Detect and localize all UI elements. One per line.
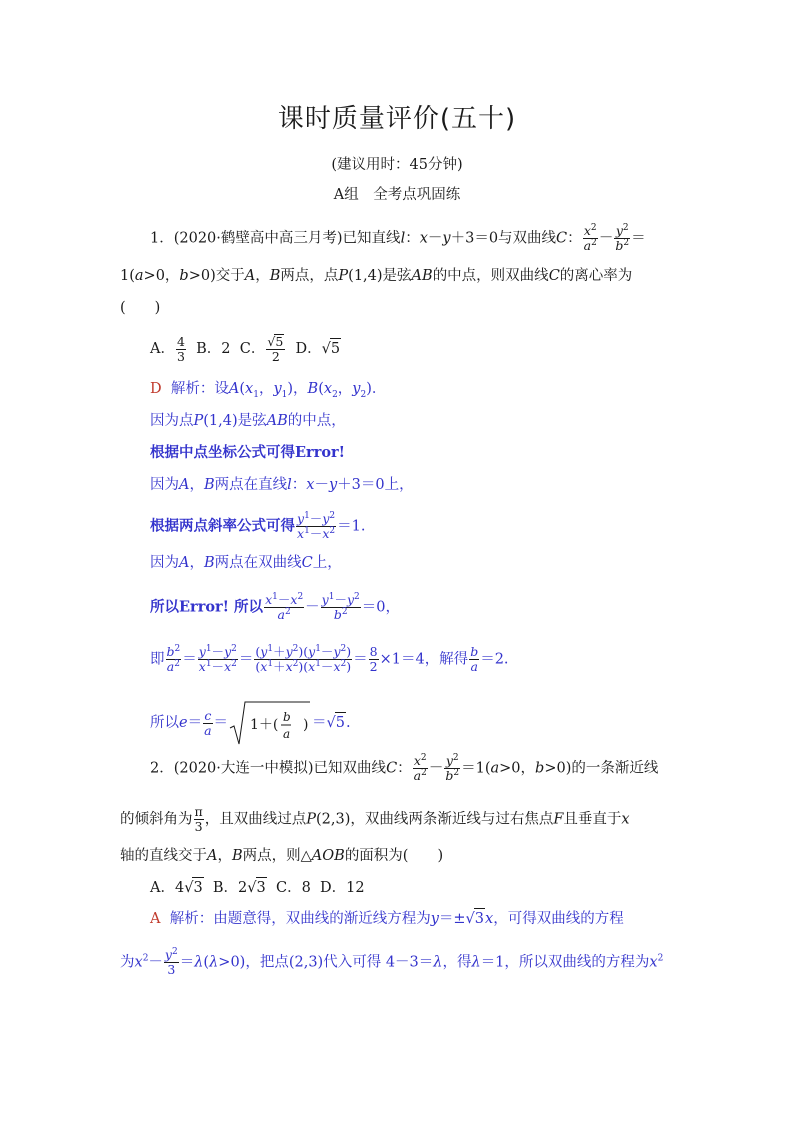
radical-expression: [228, 700, 312, 746]
q2-answer-letter: A: [150, 911, 161, 927]
q1-solution-line8: 即 $\frac{b^2}{a^2}$ ＝ $\frac{y^1-y^2}{x^1-x^2}$ ＝ $\frac{(y^1+y^2)(y^1-y^2)}{(x^1+x^2)(x^1-x^2)}$ ＝ $\frac{8}{2}$ ×1＝4，解得 $\frac{b}{a}$ ＝2.: [150, 643, 509, 674]
svg-text:1＋(: 1＋(: [250, 717, 279, 733]
page-title: 课时质量评价(五十): [277, 104, 517, 134]
q2-solution-line2: 为$x^2-$ $\frac{y^2}{3}$ ＝λ(λ>0)，把点(2,3)代入可得 4－3＝λ，得λ＝1，所以双曲线的方程为$x^2$: [120, 946, 664, 977]
suggested-time: (建议用时：45分钟): [331, 157, 463, 173]
q1-stem-line2: 1(a>0，b>0)交于A，B两点，点P(1,4)是弦AB的中点，则双曲线C的离心率为: [120, 268, 633, 284]
svg-text:a: a: [283, 727, 291, 741]
q1-options: A． $\frac{4}{3}$ B．2 C． $\frac{√5}{2}$ D．√5: [150, 333, 341, 364]
q1-solution-line2: 因为点P(1,4)是弦AB的中点，: [150, 413, 346, 429]
q2-solution-line1: A 解析：由题意得，双曲线的渐近线方程为y＝±√3x，可得双曲线的方程: [150, 908, 624, 929]
svg-text:b: b: [283, 710, 291, 724]
q2-options: A．4√3 B．2√3 C．8 D．12: [150, 877, 365, 898]
q2-stem-line1: 2．(2020·大连一中模拟)已知双曲线C： $\frac{x^2}{a^2}$ － $\frac{y^2}{b^2}$ ＝1(a>0，b>0)的一条渐近线: [150, 752, 659, 783]
q2-stem-line3: 轴的直线交于A，B两点，则△AOB的面积为( ): [120, 848, 444, 864]
q1-solution-line9: 所以e＝ $\frac{c}{a}$ ＝ 1＋( b a ) ＝√5.: [150, 700, 351, 746]
q1-solution-line1: D 解析：设$A(x_1$，$y_1$)，$B(x_2$，$y_2$)．: [150, 381, 387, 400]
q1-solution-line5: 根据两点斜率公式可得 $\frac{y^1-y^2}{x^1-x^2}$ ＝1.: [150, 510, 366, 541]
svg-text:): ): [303, 717, 309, 733]
q1-answer-paren: ( ): [120, 300, 161, 316]
q1-solution-line3: 根据中点坐标公式可得Error!: [150, 444, 346, 461]
q2-stem-line2: 的倾斜角为 $\frac{\pi}{3}$ ，且双曲线过点P(2,3)，双曲线两条渐近线与过右焦点F且垂直于x: [120, 804, 630, 834]
group-heading: A组 全考点巩固练: [333, 187, 461, 203]
q1-answer-letter: D: [150, 381, 162, 397]
q1-solution-line7: 所以Error! 所以 $\frac{x^1-x^2}{a^2}$ － $\frac{y^1-y^2}{b^2}$ ＝0，: [150, 591, 401, 622]
q1-stem-line1: 1．(2020·鹤壁高中高三月考)已知直线l：x－y＋3＝0与双曲线C： $\frac{x^2}{a^2}$ － $\frac{y^2}{b^2}$ ＝: [150, 222, 646, 253]
q1-solution-line4: 因为A，B两点在直线l：x－y＋3＝0上，: [150, 477, 414, 493]
q1-solution-line6: 因为A，B两点在双曲线C上，: [150, 555, 342, 571]
